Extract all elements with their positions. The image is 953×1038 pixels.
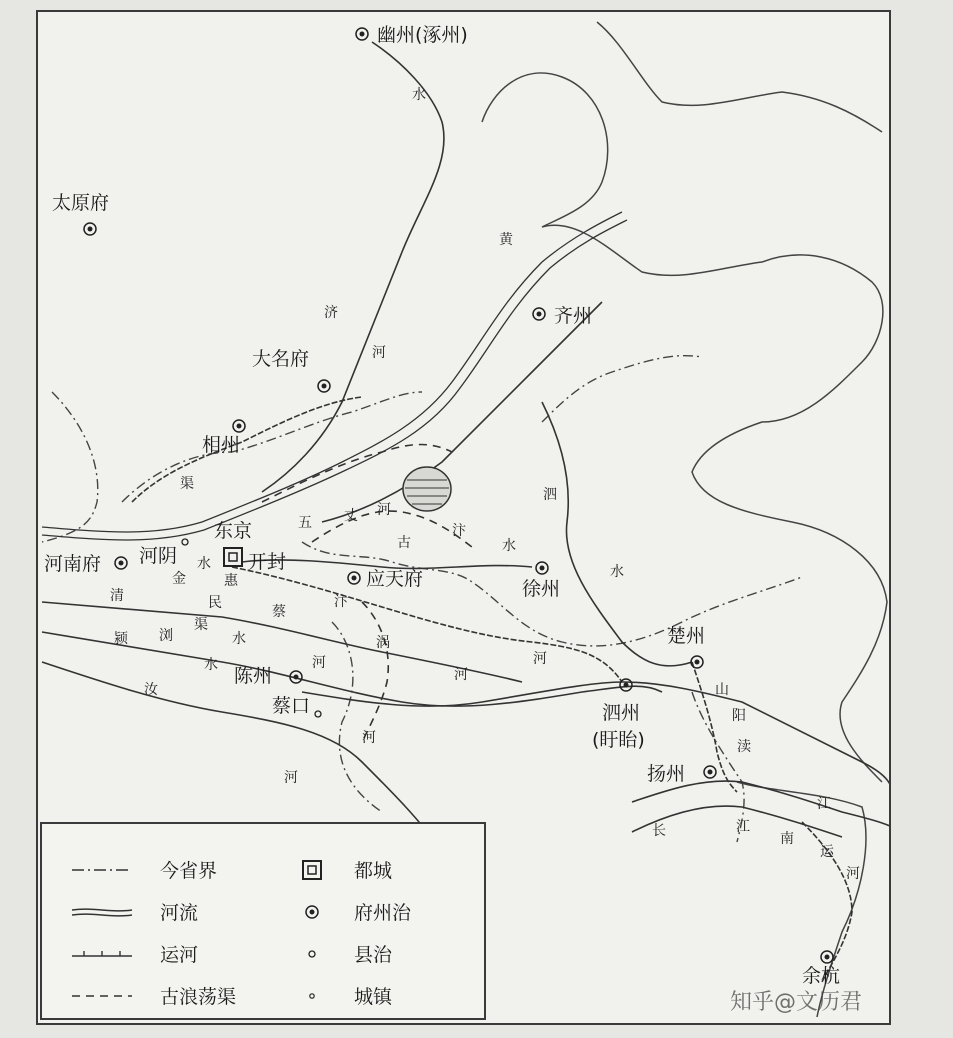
river-label: 渠 (180, 476, 194, 492)
ji-river (262, 42, 444, 492)
bian-canal (232, 567, 622, 682)
river-label: 济 (324, 305, 338, 321)
legend-label: 县治 (354, 944, 393, 966)
legend-label: 都城 (354, 860, 393, 882)
county-symbol-heyin (182, 539, 188, 545)
legend-item-river (72, 898, 198, 925)
river-label: 颍 (114, 631, 128, 647)
river-label: 黄 (499, 232, 513, 248)
old-canal-line-icon (72, 989, 132, 1003)
prefecture-symbol-yuhang (821, 951, 833, 963)
river-label: 古 (397, 535, 411, 551)
city-label-dongjing: 东京 (214, 520, 253, 542)
prefecture-symbol-sizhou (620, 679, 632, 691)
city-label-yingtian: 应天府 (366, 568, 424, 590)
city-label-xiangzhou: 相州 (202, 434, 241, 456)
city-label-caikou: 蔡口 (272, 695, 311, 717)
river-label: 江 (817, 796, 831, 812)
prefecture-symbol-yangzhou (704, 766, 716, 778)
city-label-xuyi: (盱眙) (592, 729, 645, 751)
city-label-chenzhou: 陈州 (234, 665, 273, 687)
city-label-xuzhou: 徐州 (522, 578, 561, 600)
prefecture-symbol-youzhou (356, 28, 368, 40)
province-boundary (42, 392, 98, 542)
river-label: 河 (284, 770, 298, 786)
river-label: 汴 (452, 523, 466, 539)
legend-item-boundary (72, 856, 217, 883)
city-label-henan: 河南府 (44, 553, 102, 575)
river-label: 河 (454, 667, 468, 683)
city-label-sizhou: 泗州 (602, 702, 641, 724)
legend-item-capital (300, 856, 392, 883)
prefecture-symbol-xuzhou (536, 562, 548, 574)
coast-north-bay (597, 22, 882, 132)
yellow-river (42, 212, 622, 532)
river-line-icon (72, 905, 132, 919)
legend-item-town (300, 982, 392, 1009)
river-label: 泗 (543, 487, 557, 503)
ying-river (42, 632, 662, 706)
river-label: 金 (172, 571, 186, 587)
river-label: 浏 (159, 628, 173, 644)
langdang-canal-2 (312, 511, 472, 547)
river-label: 水 (197, 556, 211, 572)
langdang-canal-3 (362, 602, 388, 742)
city-label-yangzhou: 扬州 (647, 763, 686, 785)
river-label: 五 (298, 515, 312, 531)
city-label-qizhou: 齐州 (554, 305, 593, 327)
river-label: 山 (715, 682, 729, 698)
yongji-canal (132, 397, 362, 502)
legend-label: 河流 (160, 902, 199, 924)
city-label-daming: 大名府 (252, 348, 310, 370)
coastline (482, 73, 887, 782)
legend-item-county (300, 940, 392, 967)
city-label-heyin: 河阴 (139, 545, 178, 567)
prefecture-symbol-taiyuan (84, 223, 96, 235)
county-icon (300, 943, 324, 965)
river-label: 河 (312, 655, 326, 671)
river-label: 水 (610, 564, 624, 580)
legend-item-old-canal (72, 982, 236, 1009)
river-label: 惠 (224, 573, 238, 589)
river-label: 河 (372, 345, 386, 361)
town-icon (300, 985, 324, 1007)
province-boundary (542, 356, 702, 422)
watermark: 知乎@文历君 (730, 990, 863, 1015)
legend-label: 运河 (160, 944, 199, 966)
prefecture-symbol-yingtian (348, 572, 360, 584)
legend-label: 府州治 (354, 902, 412, 924)
prefecture-symbol-henan (115, 557, 127, 569)
prefecture-symbol-qizhou (533, 308, 545, 320)
river-label: 汴 (334, 594, 348, 610)
capital-symbol (224, 548, 242, 566)
canal-line-icon (72, 947, 132, 961)
river-label: 水 (232, 631, 246, 647)
river-label: 河 (362, 730, 376, 746)
river-label: 水 (502, 538, 516, 554)
river-label: 丈 (344, 508, 358, 524)
city-label-kaifeng: 开封 (248, 551, 287, 573)
river-label: 河 (377, 502, 391, 518)
river-label: 阳 (732, 708, 746, 724)
yellow-river-bank (42, 220, 627, 540)
map-legend (40, 822, 486, 1020)
river-label: 渠 (194, 617, 208, 633)
prefecture-symbol-xiangzhou (233, 420, 245, 432)
legend-label: 城镇 (354, 986, 393, 1008)
river-label: 河 (846, 866, 860, 882)
legend-label: 古浪荡渠 (160, 986, 237, 1008)
town-symbol-caikou (315, 711, 321, 717)
river-label: 南 (780, 831, 794, 847)
river-label: 水 (412, 87, 426, 103)
river-label: 蔡 (272, 604, 286, 620)
river-label: 渎 (737, 739, 751, 755)
legend-label: 今省界 (160, 860, 218, 882)
river-label: 清 (110, 588, 124, 604)
prefecture-icon (300, 901, 324, 923)
river-label: 运 (820, 844, 834, 860)
legend-item-prefecture (300, 898, 411, 925)
river-label: 江 (736, 819, 750, 835)
river-label: 水 (204, 657, 218, 673)
city-label-chuzhou: 楚州 (667, 625, 706, 647)
ji-river-2 (322, 302, 602, 522)
prefecture-symbol-daming (318, 380, 330, 392)
river-label: 涡 (376, 635, 390, 651)
river-label: 河 (533, 651, 547, 667)
boundary-line-icon (72, 863, 132, 877)
city-label-taiyuan: 太原府 (52, 192, 110, 214)
river-label: 长 (652, 823, 666, 839)
river-label: 汝 (144, 682, 158, 698)
capital-icon (300, 859, 324, 881)
legend-item-canal (72, 940, 198, 967)
city-label-youzhou: 幽州(涿州) (377, 24, 468, 46)
river-label: 民 (208, 595, 222, 611)
city-label-yuhang: 余杭 (802, 965, 841, 987)
